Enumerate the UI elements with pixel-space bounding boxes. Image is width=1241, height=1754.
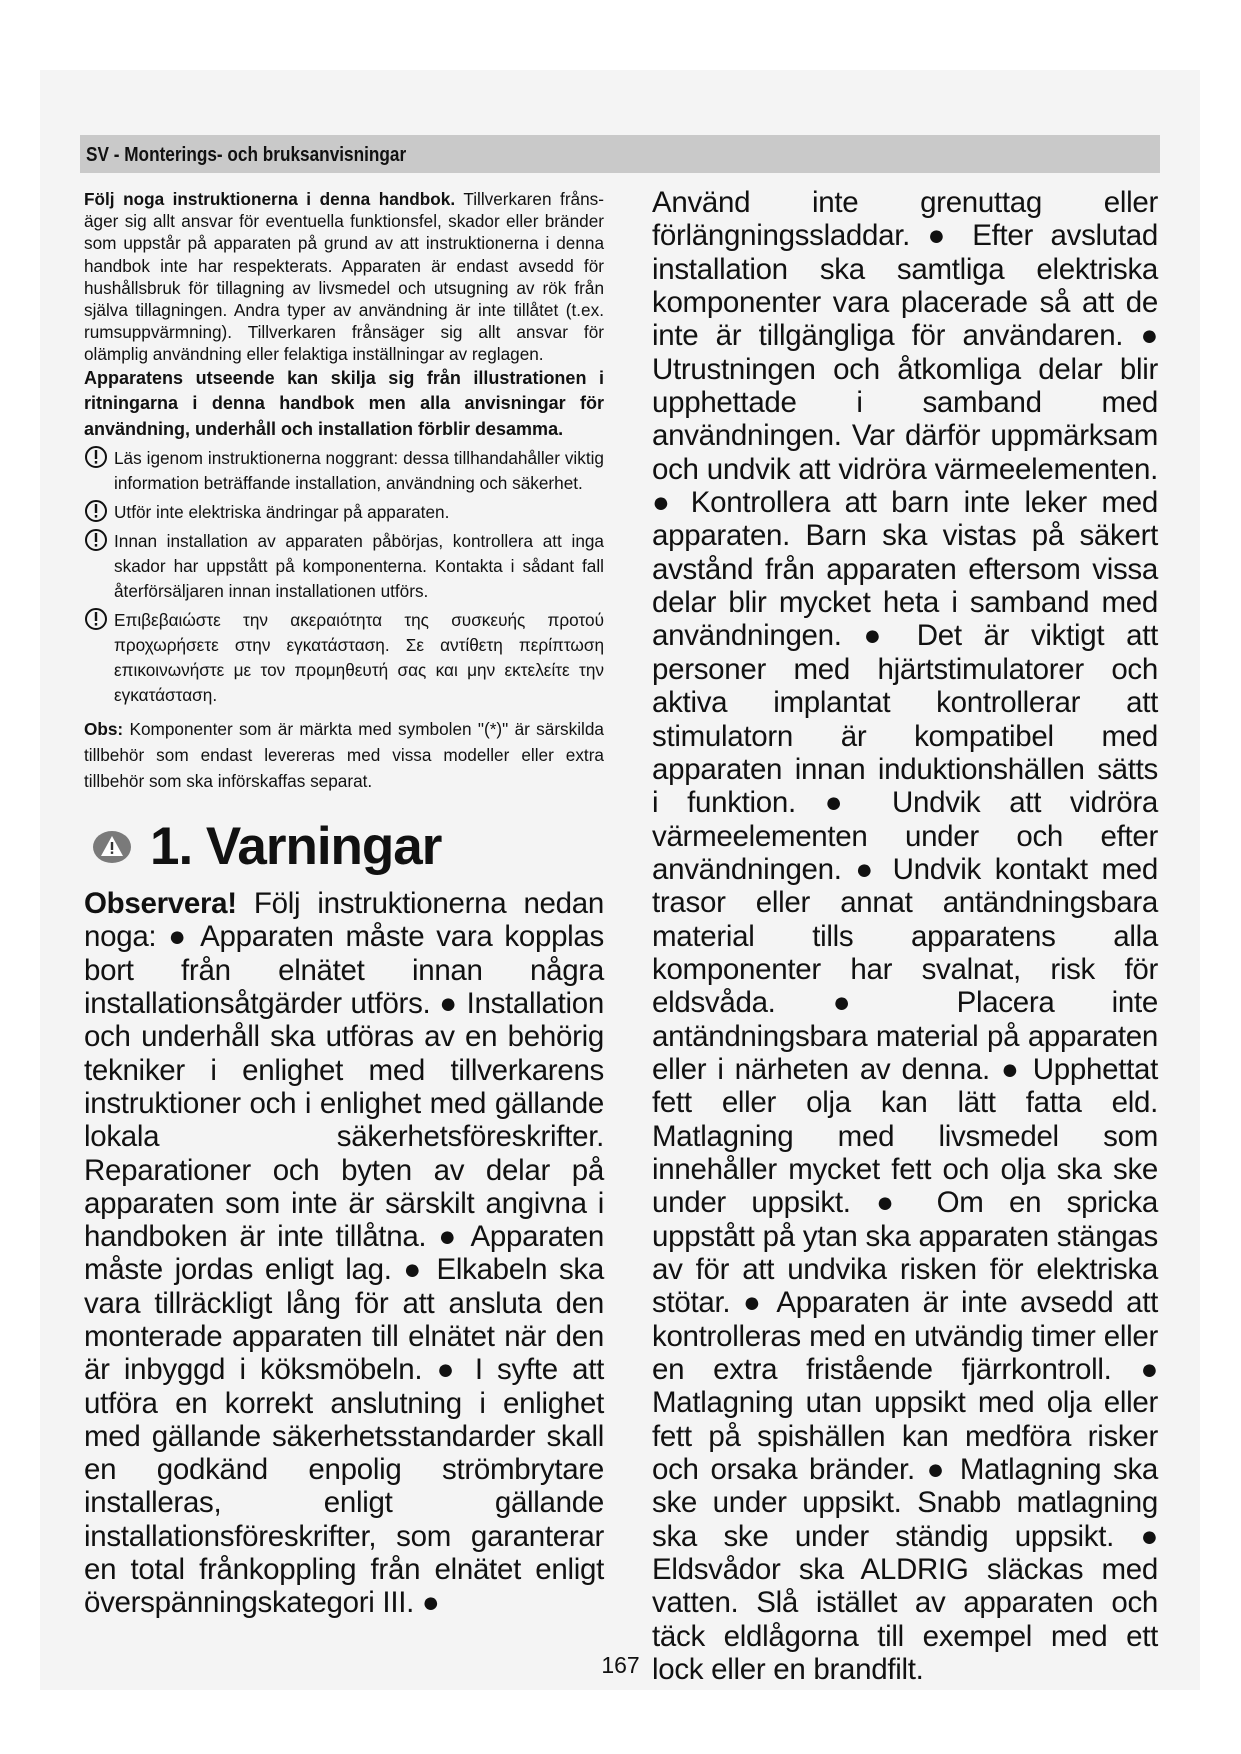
right-body-text: Använd inte grenuttag eller förlängningssladdar. ● Efter avslutad installation ska samtliga elektriska komponenter vara placerade så att de inte är tillgängliga för användaren. ● Utrustningen och åtkomliga delar blir upphettade i samband med användningen. Var därför uppmärksam och undvik att vidröra värmeelementen. ● Kontrollera att barn inte leker med apparaten. Barn ska vistas på säkert avstånd från apparaten eftersom vissa delar blir mycket heta i samband med användningen. ● Det är viktigt att personer med hjärtstimulatorer och aktiva implantat kontrollerar att stimulatorn är kompatibel med apparaten innan induktionshällen sätts i funktion. ● Undvik att vidröra värmeelementen under och efter användningen. ● Undvik kontakt med trasor eller annat antändningsbara material tills apparatens alla komponenter har svalnat, risk för eldsvåda. ● Placera inte antändningsbara material på apparaten eller i närheten av denna. ● Upphettat fett eller olja kan lätt fatta eld. Matlagning med livsmedel som innehåller mycket fett och olja ska ske under uppsikt. ● Om en spricka uppstått på ytan ska apparaten stängas av för att undvika risken för elektriska stötar. ● Apparaten är inte avsedd att kontrolleras med en utvändig timer eller en extra fristående fjärrkontroll. ● Matlagning utan uppsikt med olja eller fett på spishällen kan medföra risker och orsaka bränder. ● Matlagning ska ske under uppsikt. Snabb matlagning ska ske under ständig uppsikt. ● Eldsvådor ska ALDRIG släckas med vatten. Slå istället av apparaten och täck eldlågorna till exempel med ett lock eller en brandfilt. [652, 186, 1158, 1687]
left-body-text [84, 887, 604, 1620]
warning-item [84, 446, 604, 496]
warning-item [84, 500, 604, 525]
section-title: 1. Varningar [150, 817, 442, 877]
obs-text: Komponenter som är märkta med symbolen "(*)" är särskilda tillbehör som endast levereras med vissa modeller eller extra tillbehör som ska införskaffas separat. [84, 719, 604, 792]
section-heading [84, 816, 604, 877]
page-header-title: SV - Monterings- och bruksanvisningar [86, 144, 407, 166]
warning-text: Innan installation av apparaten påbörjas, kontrollera att inga skador har uppstått på komponenterna. Kontakta i sådant fall återförsäljaren innan installationen utförs. [114, 531, 604, 602]
page-number: 167 [601, 1652, 640, 1678]
caution-circle-icon [84, 445, 114, 471]
left-column [84, 188, 604, 1620]
warning-item [84, 608, 604, 708]
obs-label: Obs: [84, 719, 124, 740]
caution-circle-icon [84, 607, 114, 633]
warning-text: Επιβεβαιώστε την ακεραιότητα της συσκευής προτού προχωρήσετε στην εγκατάσταση. Σε αντίθετη περίπτωση επικοινωνήστε με τον προμηθευτή σας και μην εκτελείτε την εγκατάσταση. [114, 610, 604, 706]
obs-note [84, 716, 604, 794]
intro-paragraph [84, 188, 604, 366]
appearance-note: Apparatens utseende kan skilja sig från illustrationen i ritningarna i denna handbok men alla anvisningar för användning, underhåll och installation förblir desamma. [84, 367, 604, 439]
warning-text: Utför inte elektriska ändringar på apparaten. [114, 502, 450, 523]
intro-text: Tillverkaren frånsäger sig allt ansvar för eventuella funktionsfel, skador eller bränder som uppstår på apparaten på grund av att instruktionerna i denna handbok inte har respekterats. Apparaten är endast avsedd för hushållsbruk för tillagning av livsmedel och utsugning av rök från själva tillagningen. Andra typer av användning är inte tillåtet (t.ex. rumsuppvärmning). Tillverkaren frånsäger sig allt ansvar för olämplig användning eller felaktiga inställningar av reglagen. [84, 189, 604, 365]
caution-circle-icon [84, 528, 114, 554]
warning-triangle-icon [92, 829, 132, 865]
left-body-content: Följ instruktionerna nedan noga: ● Apparaten måste vara kopplas bort från elnätet innan några installationsåtgärder utförs. ● Installation och underhåll ska utföras av en behörig tekniker i enlighet med tillverkarens instruktioner och i enlighet med gällande lokala säkerhetsföreskrifter. Reparationer och byten av delar på apparaten som inte är särskilt angivna i handboken är inte tillåtna. ● Apparaten måste jordas enligt lag. ● Elkabeln ska vara tillräckligt lång för att ansluta den monterade apparaten till elnätet när den är inbyggd i köksmöbeln. ● I syfte att utföra en korrekt anslutning i enlighet med gällande säkerhetsstandarder skall en godkänd enpolig strömbrytare installeras, enligt gällande installationsföreskrifter, som garanterar en total frånkoppling från elnätet enligt överspänningskategori III. ● [84, 887, 604, 1620]
caution-circle-icon [84, 499, 114, 525]
warning-text: Läs igenom instruktionerna noggrant: dessa tillhandahåller viktig information beträffande installation, användning och säkerhet. [114, 448, 604, 494]
warning-item [84, 529, 604, 604]
intro-lead-bold: Följ noga instruktionerna i denna handbok. [84, 189, 456, 209]
observe-label: Observera! [84, 887, 237, 921]
right-column [652, 186, 1158, 1686]
